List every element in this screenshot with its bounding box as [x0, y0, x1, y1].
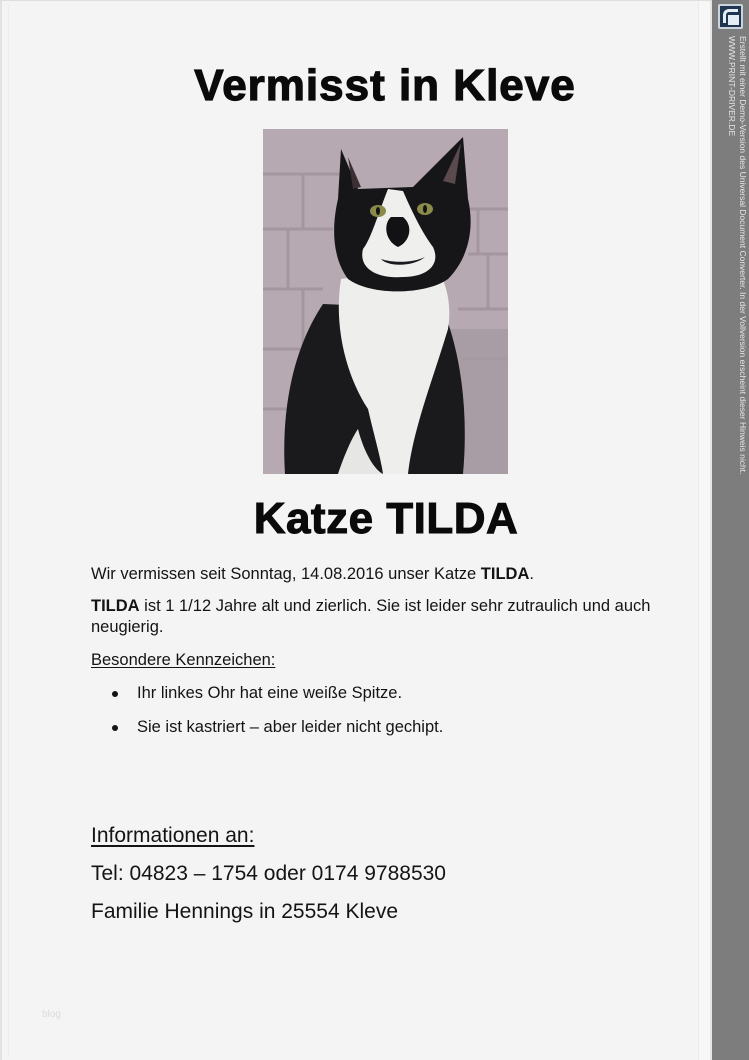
description-text: ist 1 1/12 Jahre alt und zierlich. Sie ist leider sehr zutraulich und auch neugierig.: [91, 597, 651, 636]
features-heading: Besondere Kennzeichen:: [91, 651, 276, 669]
feature-text: Sie ist kastriert – aber leider nicht gechipt.: [137, 718, 444, 736]
cat-name-heading: Katze TILDA: [253, 494, 519, 543]
cat-name-bold: TILDA: [91, 597, 140, 615]
bullet-icon: [112, 691, 118, 697]
features-list: [112, 683, 443, 751]
bullet-icon: [112, 725, 118, 731]
description-paragraph: [91, 596, 661, 638]
print-driver-logo-icon[interactable]: [718, 4, 743, 29]
list-item: [112, 683, 443, 717]
list-item: [112, 717, 443, 751]
missing-since-text: Wir vermissen seit Sonntag, 14.08.2016 unser Katze: [91, 565, 481, 583]
feature-text: Ihr linkes Ohr hat eine weiße Spitze.: [137, 684, 403, 702]
contact-family: Familie Hennings in 25554 Kleve: [91, 900, 399, 923]
demo-notice: Erstellt mit einer Demo-Version des Universal Document Converter. In der Vollversion erscheint dieser Hinweis nicht.: [738, 36, 748, 475]
poster-title: Vermisst in Kleve: [194, 61, 576, 110]
cat-photo-image: [263, 129, 508, 474]
cat-name-bold: TILDA: [480, 565, 530, 583]
print-driver-link[interactable]: WWW.PRINT-DRIVER.DE: [727, 36, 737, 137]
demo-watermark-bar: [712, 0, 749, 1060]
missing-since-suffix: .: [529, 565, 534, 583]
footer-watermark: blog: [42, 1009, 61, 1020]
demo-watermark-text: [726, 36, 748, 474]
cat-photo: [263, 129, 508, 474]
missing-since-paragraph: [91, 564, 534, 585]
contact-phone: Tel: 04823 – 1754 oder 0174 9788530: [91, 862, 446, 885]
contact-heading: Informationen an:: [91, 824, 255, 847]
